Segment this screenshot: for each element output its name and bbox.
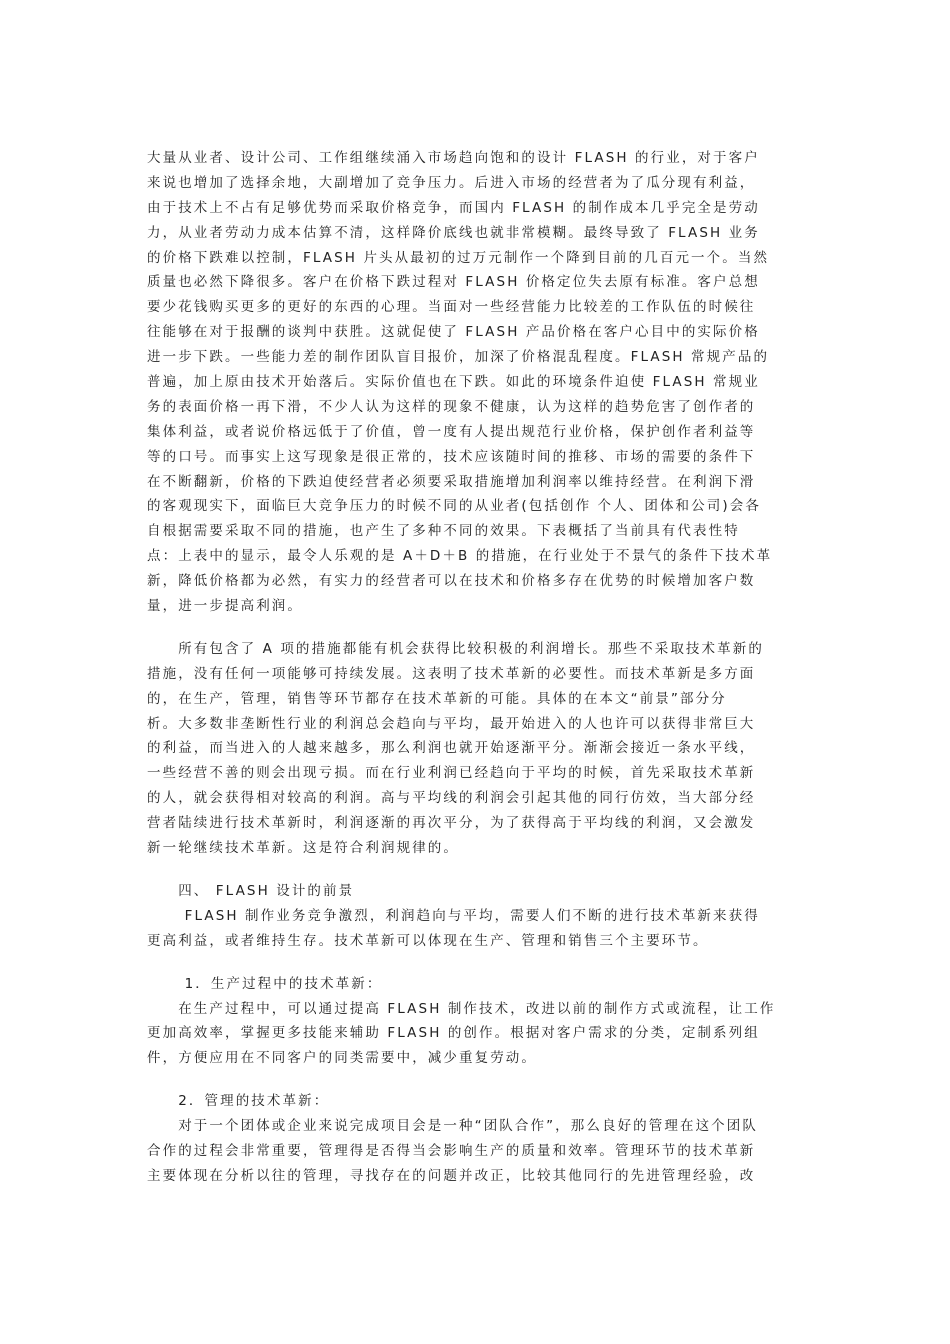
text-line: 质量也必然下降很多。客户在价格下跌过程对 FLASH 价格定位失去原有标准。客户总想 xyxy=(147,274,760,291)
text-line: 的客观现实下，面临巨大竞争压力的时候不同的从业者(包括创作 个人、团体和公司)会各 xyxy=(147,498,761,515)
text-line: 往能够在对于报酬的谈判中获胜。这就促使了 FLASH 产品价格在客户心目中的实际价格 xyxy=(147,324,760,341)
text-line: 更加高效率，掌握更多技能来辅助 FLASH 的创作。根据对客户需求的分类，定制系列组 xyxy=(147,1025,760,1042)
text-line: 措施，没有任何一项能够可持续发展。这表明了技术革新的必要性。而技术革新是多方面 xyxy=(147,665,756,682)
text-line: 的利益，而当进入的人越来越多，那么利润也就开始逐渐平分。渐渐会接近一条水平线， xyxy=(147,740,756,757)
text-line: 等的口号。而事实上这写现象是很正常的，技术应该随时间的推移、市场的需要的条件下 xyxy=(147,448,756,465)
text-line: 在不断翻新，价格的下跌迫使经营者必须要采取措施增加利润率以维持经营。在利润下滑 xyxy=(147,473,756,490)
text-line: 更高利益，或者维持生存。技术革新可以体现在生产、管理和销售三个主要环节。 xyxy=(147,932,709,949)
section-production-innovation xyxy=(147,972,809,1072)
section-heading: 四、 FLASH 设计的前景 xyxy=(147,882,355,899)
paragraph-spacer xyxy=(147,1071,809,1089)
text-line: 的，在生产，管理，销售等环节都存在技术革新的可能。具体的在本文“前景”部分分 xyxy=(147,690,727,707)
section-flash-prospects xyxy=(147,879,809,954)
text-line: 新一轮继续技术革新。这是符合利润规律的。 xyxy=(147,840,459,857)
text-line: 量，进一步提高利润。 xyxy=(147,598,303,615)
text-line: 的价格下跌难以控制，FLASH 片头从最初的过万元制作一个降到目前的几百元一个。当然 xyxy=(147,249,770,266)
paragraph-spacer xyxy=(147,861,809,879)
text-line: 一些经营不善的则会出现亏损。而在行业利润已经趋向于平均的时候，首先采取技术革新 xyxy=(147,765,756,782)
subsection-heading: 1．生产过程中的技术革新： xyxy=(147,975,383,992)
paragraph-technical-innovation xyxy=(147,637,809,861)
paragraph-market-saturation xyxy=(147,146,809,619)
text-line: 在生产过程中，可以通过提高 FLASH 制作技术，改进以前的制作方式或流程，让工作 xyxy=(147,1000,776,1017)
text-line: FLASH 制作业务竞争激烈，利润趋向与平均，需要人们不断的进行技术革新来获得 xyxy=(147,907,760,924)
text-line: 大量从业者、设计公司、工作组继续涌入市场趋向饱和的设计 FLASH 的行业，对于客户 xyxy=(147,150,760,166)
text-line: 集体利益，或者说价格远低于了价值，曾一度有人提出规范行业价格，保护创作者利益等 xyxy=(147,423,756,440)
text-line: 营者陆续进行技术革新时，利润逐渐的再次平分，为了获得高于平均线的利润，又会激发 xyxy=(147,815,756,832)
text-line: 进一步下跌。一些能力差的制作团队盲目报价，加深了价格混乱程度。FLASH 常规产品的 xyxy=(147,349,770,366)
text-line: 务的表面价格一再下滑，不少人认为这样的现象不健康，认为这样的趋势危害了创作者的 xyxy=(147,398,756,415)
text-line: 力，从业者劳动力成本估算不清，这样降价底线也就非常模糊。最终导致了 FLASH 业务 xyxy=(147,224,760,241)
text-line: 对于一个团体或企业来说完成项目会是一种“团队合作”，那么良好的管理在这个团队 xyxy=(147,1118,758,1135)
section-management-innovation xyxy=(147,1089,809,1189)
text-line: 所有包含了 A 项的措施都能有机会获得比较积极的利润增长。那些不采取技术革新的 xyxy=(147,640,764,657)
text-line: 合作的过程会非常重要，管理得是否得当会影响生产的质量和效率。管理环节的技术革新 xyxy=(147,1142,756,1159)
text-line: 由于技术上不占有足够优势而采取价格竞争，而国内 FLASH 的制作成本几乎完全是劳动 xyxy=(147,199,760,216)
text-line: 件，方便应用在不同客户的同类需要中，减少重复劳动。 xyxy=(147,1050,537,1067)
text-line: 析。大多数非垄断性行业的利润总会趋向与平均，最开始进入的人也许可以获得非常巨大 xyxy=(147,715,756,732)
text-line: 点：上表中的显示，最令人乐观的是 A＋D＋B 的措施，在行业处于不景气的条件下技术革 xyxy=(147,548,773,565)
subsection-heading: 2．管理的技术革新： xyxy=(147,1093,330,1110)
paragraph-spacer xyxy=(147,619,809,637)
text-line: 要少花钱购买更多的更好的东西的心理。当面对一些经营能力比较差的工作队伍的时候往 xyxy=(147,299,756,316)
text-line: 来说也增加了选择余地，大副增加了竞争压力。后进入市场的经营者为了瓜分现有利益， xyxy=(147,174,756,191)
text-line: 自根据需要采取不同的措施，也产生了多种不同的效果。下表概括了当前具有代表性特 xyxy=(147,523,740,540)
document-page xyxy=(147,146,809,1189)
text-line: 普遍，加上原由技术开始落后。实际价值也在下跌。如此的环境条件迫使 FLASH 常规业 xyxy=(147,374,760,391)
text-line: 的人，就会获得相对较高的利润。高与平均线的利润会引起其他的同行仿效，当大部分经 xyxy=(147,790,756,807)
text-line: 新，降低价格都为必然，有实力的经营者可以在技术和价格多存在优势的时候增加客户数 xyxy=(147,573,756,590)
text-line: 主要体现在分析以往的管理，寻找存在的问题并改正，比较其他同行的先进管理经验，改 xyxy=(147,1167,756,1184)
paragraph-spacer xyxy=(147,954,809,972)
